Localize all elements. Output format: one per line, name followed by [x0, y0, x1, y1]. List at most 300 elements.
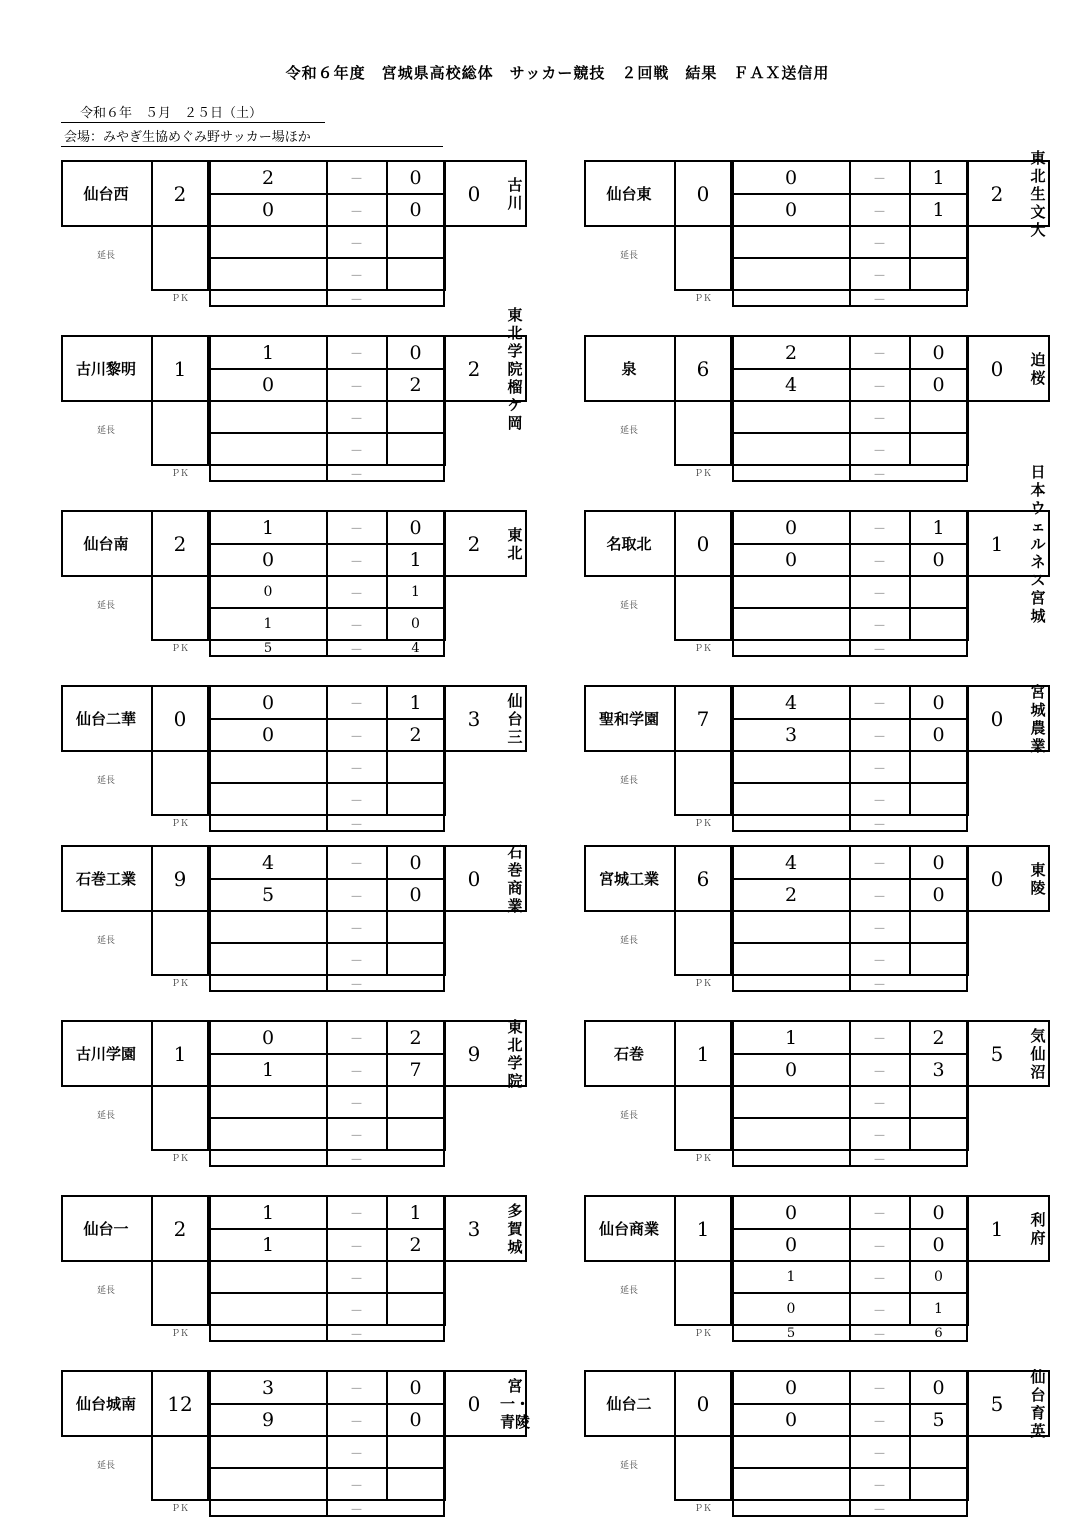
away-total-score: 3: [467, 706, 481, 731]
pk-label: ＰＫ: [694, 294, 713, 304]
home-total-score: 0: [696, 531, 710, 556]
match-block: [584, 1020, 1050, 1166]
extra-time-label: 延長: [97, 426, 116, 436]
extra-second-home: [209, 942, 327, 976]
extra-time-label: 延長: [620, 1111, 639, 1121]
first-half-away: 0: [409, 341, 422, 364]
pk-home: [732, 289, 850, 307]
away-total-score: 3: [467, 1216, 481, 1241]
match-block: [61, 305, 527, 483]
home-team-name: 古川学園: [75, 1044, 136, 1063]
away-total-score: 0: [990, 356, 1004, 381]
away-team-name: 利府: [1030, 1210, 1046, 1247]
away-team-name: 多賀城: [507, 1201, 523, 1256]
home-team-name: 名取北: [606, 534, 652, 553]
second-half-home: 0: [784, 199, 798, 221]
second-half-away: 5: [932, 1409, 945, 1431]
extra-second-away: [909, 257, 968, 291]
pk-dash: －: [872, 292, 886, 308]
second-half-dash: －: [349, 1239, 363, 1255]
second-half-dash: －: [349, 204, 363, 220]
extra-second-home: [732, 432, 850, 466]
first-half-home: 1: [261, 516, 275, 539]
extra-first-away: [386, 750, 445, 784]
extra-first-home: [209, 750, 327, 784]
extra-first-dash: －: [349, 236, 363, 252]
away-team-name: 迫桜: [1030, 350, 1046, 387]
pk-label: ＰＫ: [694, 1329, 713, 1339]
extra-second-home: [209, 1117, 327, 1151]
pk-dash: －: [349, 467, 363, 483]
pk-home: 5: [263, 640, 273, 656]
first-half-away: 1: [409, 1201, 422, 1224]
second-half-home: 0: [784, 1409, 798, 1431]
home-team-name: 仙台二: [606, 1394, 652, 1413]
extra-first-away: [386, 910, 445, 944]
away-total-score: 0: [990, 866, 1004, 891]
first-half-home: 2: [261, 166, 275, 189]
pk-label: ＰＫ: [694, 469, 713, 479]
date-underline: [61, 122, 325, 123]
pk-label: ＰＫ: [171, 644, 190, 654]
pk-home: [732, 464, 850, 482]
home-team-name: 石巻: [613, 1044, 644, 1063]
second-half-home: 0: [784, 549, 798, 571]
home-total-score: 1: [696, 1041, 710, 1066]
pk-away: [386, 1499, 445, 1517]
second-half-home: 0: [261, 199, 275, 221]
pk-away: [909, 974, 968, 992]
first-half-home: 4: [261, 851, 275, 874]
away-team-name: 宮一・青陵: [500, 1376, 531, 1431]
second-half-dash: －: [872, 1414, 886, 1430]
extra-first-dash: －: [349, 586, 363, 602]
extra-second-home: [209, 432, 327, 466]
home-team-name: 仙台南: [83, 534, 129, 553]
away-total-score: 0: [467, 181, 481, 206]
first-half-dash: －: [349, 1382, 363, 1397]
extra-first-dash: －: [872, 921, 886, 937]
away-team-name: 東北生文大: [1030, 148, 1046, 239]
first-half-home: 2: [784, 341, 798, 364]
extra-time-label: 延長: [620, 601, 639, 611]
second-half-home: 2: [784, 884, 798, 906]
away-team-name: 東陵: [1030, 860, 1046, 897]
first-half-away: 0: [932, 1201, 945, 1224]
second-half-away: 2: [409, 374, 422, 396]
pk-dash: －: [349, 292, 363, 308]
second-half-away: 1: [409, 549, 422, 571]
home-team-name: 仙台西: [83, 184, 129, 203]
second-half-dash: －: [349, 729, 363, 745]
extra-first-home: [209, 225, 327, 259]
home-total-score: 0: [696, 1391, 710, 1416]
pk-dash: －: [872, 817, 886, 833]
home-team-name: 泉: [621, 359, 637, 378]
extra-first-away: [909, 1085, 968, 1119]
extra-second-dash: －: [349, 268, 363, 284]
extra-first-dash: －: [872, 586, 886, 602]
second-half-dash: －: [872, 204, 886, 220]
extra-second-away: [386, 432, 445, 466]
first-half-away: 0: [932, 341, 945, 364]
extra-second-dash: －: [349, 1478, 363, 1494]
pk-away: [909, 464, 968, 482]
pk-dash: －: [349, 642, 363, 658]
extra-second-away: [909, 942, 968, 976]
second-half-dash: －: [349, 889, 363, 905]
extra-first-away: [909, 750, 968, 784]
first-half-dash: －: [872, 347, 886, 362]
away-total-score: 0: [467, 866, 481, 891]
extra-second-away: [909, 782, 968, 816]
match-block: [584, 148, 1050, 308]
second-half-away: 0: [932, 884, 945, 906]
second-half-home: 0: [261, 374, 275, 396]
pk-label: ＰＫ: [694, 1504, 713, 1514]
home-total-score: 6: [696, 356, 710, 381]
second-half-away: 0: [932, 374, 945, 396]
extra-first-home: [209, 1435, 327, 1469]
extra-second-away: [386, 782, 445, 816]
first-half-away: 1: [932, 166, 945, 189]
pk-dash: －: [872, 1327, 886, 1343]
second-half-away: 7: [409, 1059, 422, 1081]
extra-second-dash: －: [349, 1303, 363, 1319]
pk-away: [386, 1324, 445, 1342]
extra-second-away: 1: [934, 1301, 943, 1317]
first-half-dash: －: [872, 1032, 886, 1047]
extra-second-away: [386, 257, 445, 291]
extra-second-home: [209, 1467, 327, 1501]
second-half-home: 0: [784, 1059, 798, 1081]
extra-first-home: 0: [263, 584, 273, 600]
extra-first-away: [909, 575, 968, 609]
first-half-away: 1: [409, 691, 422, 714]
second-half-home: 0: [784, 1234, 798, 1256]
away-team-name: 気仙沼: [1030, 1026, 1046, 1081]
extra-second-home: [732, 257, 850, 291]
second-half-home: 3: [784, 724, 798, 746]
away-total-score: 1: [990, 1216, 1004, 1241]
first-half-home: 0: [784, 1376, 798, 1399]
match-block: [584, 335, 1050, 481]
home-team-name: 宮城工業: [598, 869, 659, 888]
pk-away: [909, 1499, 968, 1517]
home-team-name: 仙台一: [83, 1219, 129, 1238]
extra-second-away: [909, 432, 968, 466]
away-total-score: 0: [467, 1391, 481, 1416]
extra-second-dash: －: [349, 793, 363, 809]
extra-time-label: 延長: [97, 601, 116, 611]
home-total-score: 1: [173, 356, 187, 381]
extra-second-dash: －: [872, 1478, 886, 1494]
first-half-dash: －: [872, 1207, 886, 1222]
away-team-name: 古川: [507, 175, 523, 212]
extra-second-away: [909, 1117, 968, 1151]
away-total-score: 5: [990, 1391, 1004, 1416]
extra-first-away: [386, 400, 445, 434]
pk-home: [209, 289, 327, 307]
first-half-dash: －: [349, 347, 363, 362]
first-half-dash: －: [872, 522, 886, 537]
second-half-dash: －: [872, 889, 886, 905]
away-team-name: 東北学院 榴ケ岡: [507, 305, 523, 432]
pk-home: [732, 1499, 850, 1517]
home-total-score: 2: [173, 531, 187, 556]
second-half-away: 0: [932, 724, 945, 746]
home-total-score: 12: [167, 1391, 193, 1416]
pk-label: ＰＫ: [171, 1504, 190, 1514]
extra-first-away: [386, 1260, 445, 1294]
first-half-home: 0: [784, 516, 798, 539]
extra-second-dash: －: [872, 618, 886, 634]
second-half-away: 2: [409, 724, 422, 746]
pk-dash: －: [872, 977, 886, 993]
pk-dash: －: [872, 1152, 886, 1168]
second-half-away: 0: [409, 1409, 422, 1431]
home-team-name: 仙台城南: [75, 1394, 136, 1413]
away-total-score: 5: [990, 1041, 1004, 1066]
second-half-away: 3: [932, 1059, 945, 1081]
extra-second-away: [909, 607, 968, 641]
extra-second-home: 0: [786, 1301, 796, 1317]
home-total-score: 1: [696, 1216, 710, 1241]
pk-label: ＰＫ: [171, 979, 190, 989]
away-team-name: 仙台育英: [1030, 1367, 1046, 1440]
away-total-score: 2: [467, 531, 481, 556]
first-half-away: 0: [409, 516, 422, 539]
second-half-home: 9: [261, 1409, 275, 1431]
extra-time-label: 延長: [97, 1111, 116, 1121]
extra-time-label: 延長: [620, 776, 639, 786]
extra-first-dash: －: [872, 761, 886, 777]
pk-home: [732, 639, 850, 657]
extra-first-dash: －: [872, 1271, 886, 1287]
extra-first-home: [732, 1435, 850, 1469]
extra-first-away: [909, 400, 968, 434]
first-half-home: 3: [261, 1376, 275, 1399]
first-half-away: 0: [409, 166, 422, 189]
second-half-dash: －: [872, 1239, 886, 1255]
pk-home: [209, 464, 327, 482]
first-half-dash: －: [872, 172, 886, 187]
second-half-dash: －: [872, 1064, 886, 1080]
extra-first-dash: －: [872, 411, 886, 427]
extra-second-dash: －: [349, 443, 363, 459]
pk-dash: －: [349, 1502, 363, 1518]
extra-first-dash: －: [872, 1446, 886, 1462]
match-date: 令和６年 ５月 ２５日（土）: [80, 106, 263, 121]
extra-time-label: 延長: [97, 251, 116, 261]
extra-first-home: [209, 910, 327, 944]
match-block: [584, 1195, 1050, 1341]
pk-away: [386, 974, 445, 992]
first-half-home: 4: [784, 691, 798, 714]
extra-second-home: [732, 782, 850, 816]
away-total-score: 0: [990, 706, 1004, 731]
match-block: [61, 1370, 531, 1518]
extra-second-home: [732, 1117, 850, 1151]
extra-first-away: [909, 225, 968, 259]
first-half-dash: －: [872, 1382, 886, 1397]
pk-home: [209, 1324, 327, 1342]
match-block: [61, 160, 527, 306]
extra-time-label: 延長: [620, 936, 639, 946]
second-half-away: 1: [932, 199, 945, 221]
extra-first-home: [209, 1085, 327, 1119]
away-team-name: 石巻商業: [507, 842, 523, 915]
extra-second-dash: －: [872, 1128, 886, 1144]
pk-label: ＰＫ: [171, 819, 190, 829]
pk-label: ＰＫ: [694, 644, 713, 654]
extra-first-dash: －: [349, 411, 363, 427]
extra-second-home: [732, 942, 850, 976]
venue-underline: [61, 146, 443, 147]
first-half-home: 0: [261, 691, 275, 714]
first-half-dash: －: [349, 857, 363, 872]
match-block: [61, 842, 527, 993]
match-block: [584, 845, 1050, 991]
home-total-score: 9: [173, 866, 187, 891]
pk-away: [386, 289, 445, 307]
first-half-home: 4: [784, 851, 798, 874]
extra-first-away: [909, 910, 968, 944]
first-half-away: 0: [932, 1376, 945, 1399]
extra-first-home: [732, 750, 850, 784]
first-half-home: 1: [261, 341, 275, 364]
extra-first-dash: －: [349, 921, 363, 937]
pk-away: [386, 1149, 445, 1167]
extra-time-label: 延長: [620, 1461, 639, 1471]
pk-home: [209, 814, 327, 832]
pk-dash: －: [349, 1152, 363, 1168]
extra-second-dash: －: [872, 268, 886, 284]
first-half-home: 1: [261, 1201, 275, 1224]
extra-second-home: [209, 257, 327, 291]
pk-label: ＰＫ: [171, 1329, 190, 1339]
extra-time-label: 延長: [620, 251, 639, 261]
extra-first-home: 1: [786, 1269, 796, 1285]
second-half-away: 0: [932, 549, 945, 571]
first-half-dash: －: [349, 1032, 363, 1047]
extra-time-label: 延長: [97, 776, 116, 786]
second-half-dash: －: [349, 1414, 363, 1430]
first-half-dash: －: [349, 1207, 363, 1222]
pk-dash: －: [872, 467, 886, 483]
first-half-home: 0: [784, 166, 798, 189]
home-team-name: 聖和学園: [598, 709, 659, 728]
extra-first-home: [732, 400, 850, 434]
first-half-dash: －: [872, 697, 886, 712]
extra-time-label: 延長: [620, 1286, 639, 1296]
first-half-dash: －: [349, 697, 363, 712]
extra-first-dash: －: [872, 1096, 886, 1112]
first-half-away: 0: [409, 1376, 422, 1399]
extra-second-dash: －: [349, 953, 363, 969]
home-team-name: 古川黎明: [75, 359, 136, 378]
pk-away: 6: [934, 1325, 943, 1341]
venue: 会場：みやぎ生協めぐみ野サッカー場ほか: [64, 130, 311, 145]
away-total-score: 1: [990, 531, 1004, 556]
extra-first-dash: －: [349, 1446, 363, 1462]
home-total-score: 2: [173, 1216, 187, 1241]
extra-first-home: [209, 1260, 327, 1294]
second-half-away: 0: [409, 884, 422, 906]
second-half-dash: －: [872, 379, 886, 395]
extra-time-label: 延長: [97, 936, 116, 946]
extra-first-away: 0: [934, 1269, 943, 1285]
extra-second-away: [386, 942, 445, 976]
second-half-dash: －: [872, 554, 886, 570]
extra-first-away: [386, 225, 445, 259]
extra-first-away: [386, 1435, 445, 1469]
home-team-name: 仙台二華: [75, 709, 136, 728]
pk-label: ＰＫ: [694, 819, 713, 829]
first-half-home: 1: [784, 1026, 798, 1049]
extra-time-label: 延長: [97, 1286, 116, 1296]
pk-label: ＰＫ: [171, 294, 190, 304]
extra-second-dash: －: [349, 1128, 363, 1144]
pk-home: [732, 974, 850, 992]
extra-first-dash: －: [349, 761, 363, 777]
extra-first-dash: －: [349, 1271, 363, 1287]
first-half-home: 0: [261, 1026, 275, 1049]
second-half-home: 1: [261, 1234, 275, 1256]
first-half-away: 0: [932, 691, 945, 714]
extra-second-dash: －: [872, 793, 886, 809]
second-half-home: 0: [261, 549, 275, 571]
extra-second-dash: －: [872, 1303, 886, 1319]
pk-away: [909, 1149, 968, 1167]
second-half-home: 4: [784, 374, 798, 396]
first-half-dash: －: [349, 172, 363, 187]
extra-second-home: 1: [263, 616, 273, 632]
first-half-away: 0: [932, 851, 945, 874]
pk-home: [732, 814, 850, 832]
home-total-score: 2: [173, 181, 187, 206]
page-title: 令和６年度 宮城県高校総体 サッカー競技 ２回戦 結果 ＦＡＸ送信用: [285, 64, 830, 82]
pk-home: [209, 1149, 327, 1167]
home-team-name: 仙台東: [606, 184, 652, 203]
extra-second-away: 0: [411, 616, 420, 632]
pk-home: [209, 1499, 327, 1517]
match-block: [61, 1017, 527, 1168]
extra-second-away: [386, 1467, 445, 1501]
match-block: [584, 1367, 1050, 1518]
home-total-score: 6: [696, 866, 710, 891]
away-total-score: 9: [467, 1041, 481, 1066]
pk-away: [386, 814, 445, 832]
pk-dash: －: [349, 1327, 363, 1343]
pk-away: [909, 289, 968, 307]
first-half-home: 0: [784, 1201, 798, 1224]
pk-label: ＰＫ: [694, 1154, 713, 1164]
extra-first-dash: －: [872, 236, 886, 252]
extra-second-away: [909, 1467, 968, 1501]
pk-away: 4: [411, 640, 420, 656]
second-half-away: 0: [932, 1234, 945, 1256]
match-block: [584, 462, 1050, 658]
extra-second-dash: －: [349, 618, 363, 634]
home-total-score: 7: [696, 706, 710, 731]
pk-dash: －: [872, 1502, 886, 1518]
extra-first-dash: －: [349, 1096, 363, 1112]
match-block: [61, 510, 527, 656]
extra-second-home: [732, 1467, 850, 1501]
extra-second-home: [209, 782, 327, 816]
home-team-name: 仙台商業: [598, 1219, 659, 1238]
